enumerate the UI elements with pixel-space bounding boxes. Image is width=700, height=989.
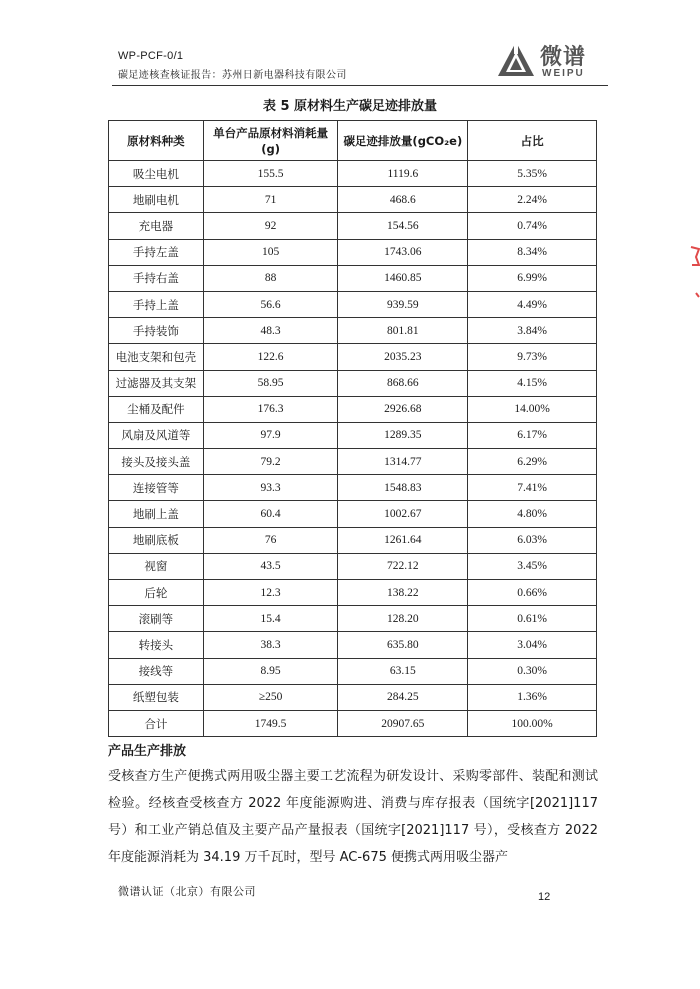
emission-cell: 1548.83 (338, 475, 468, 501)
mass-cell: 176.3 (203, 396, 338, 422)
table-row (109, 213, 597, 239)
ratio-cell: 0.74% (468, 213, 597, 239)
material-cell: 手持右盖 (109, 265, 204, 291)
emission-cell: 468.6 (338, 187, 468, 213)
material-cell: 纸塑包装 (109, 684, 204, 710)
ratio-cell: 4.15% (468, 370, 597, 396)
emission-cell: 2926.68 (338, 396, 468, 422)
body-paragraph: 受核查方生产便携式两用吸尘器主要工艺流程为研发设计、采购零部件、装配和测试检验。经核查受核查方 2022 年度能源购进、消费与库存报表（国统字[2021]117 号）和工业产销总值及主要产品产量报表（国统字[2021]117 号），受核查方 2022 年度能源消耗为 34.19 万千瓦时，型号 AC-675 便携式两用吸尘器产 (108, 769, 598, 865)
ratio-cell: 0.30% (468, 658, 597, 684)
material-cell: 合计 (109, 710, 204, 736)
table-row (109, 265, 597, 291)
emission-cell: 1460.85 (338, 265, 468, 291)
mass-cell: 93.3 (203, 475, 338, 501)
ratio-cell: 8.34% (468, 239, 597, 265)
material-cell: 手持上盖 (109, 291, 204, 317)
emission-cell: 128.20 (338, 606, 468, 632)
emission-cell: 154.56 (338, 213, 468, 239)
ratio-cell: 6.03% (468, 527, 597, 553)
section-heading: 产品生产排放 (108, 744, 187, 759)
page-header (118, 50, 347, 81)
mass-cell: 58.95 (203, 370, 338, 396)
ratio-cell: 6.17% (468, 422, 597, 448)
material-cell: 尘桶及配件 (109, 396, 204, 422)
material-cell: 手持装饰 (109, 318, 204, 344)
emission-table (108, 120, 597, 737)
ratio-cell: 3.45% (468, 553, 597, 579)
ratio-cell: 5.35% (468, 161, 597, 187)
mass-cell: 1749.5 (203, 710, 338, 736)
header-material: 原材料种类 (109, 121, 204, 161)
mass-cell: 71 (203, 187, 338, 213)
table-row (109, 318, 597, 344)
material-cell: 转接头 (109, 632, 204, 658)
ratio-cell: 6.99% (468, 265, 597, 291)
mass-cell: 8.95 (203, 658, 338, 684)
table-row (109, 291, 597, 317)
header-mass: 单台产品原材料消耗量(g) (203, 121, 338, 161)
emission-cell: 939.59 (338, 291, 468, 317)
table-row (109, 580, 597, 606)
mass-cell: 155.5 (203, 161, 338, 187)
table-title: 表 5 原材料生产碳足迹排放量 (262, 99, 438, 114)
emission-cell: 63.15 (338, 658, 468, 684)
ratio-cell: 0.66% (468, 580, 597, 606)
emission-cell: 1314.77 (338, 449, 468, 475)
mass-cell: 38.3 (203, 632, 338, 658)
material-cell: 接头及接头盖 (109, 449, 204, 475)
ratio-cell: 3.04% (468, 632, 597, 658)
table-row (109, 658, 597, 684)
report-subtitle: 碳足迹核查核证报告：苏州日新电器科技有限公司 (118, 70, 347, 81)
material-cell: 电池支架和包壳 (109, 344, 204, 370)
material-cell: 视窗 (109, 553, 204, 579)
material-cell: 后轮 (109, 580, 204, 606)
mass-cell: 48.3 (203, 318, 338, 344)
page-number: 12 (538, 891, 551, 903)
mass-cell: 105 (203, 239, 338, 265)
mass-cell: 92 (203, 213, 338, 239)
emission-cell: 2035.23 (338, 344, 468, 370)
mass-cell: 60.4 (203, 501, 338, 527)
table-row (109, 475, 597, 501)
material-cell: 地刷底板 (109, 527, 204, 553)
logo-mark-icon (496, 40, 536, 80)
mass-cell: 15.4 (203, 606, 338, 632)
mass-cell: 97.9 (203, 422, 338, 448)
ratio-cell: 1.36% (468, 684, 597, 710)
table-row (109, 344, 597, 370)
material-cell: 过滤器及其支架 (109, 370, 204, 396)
table-row (109, 710, 597, 736)
mass-cell: ≥250 (203, 684, 338, 710)
table-row (109, 239, 597, 265)
table-header-row (109, 121, 597, 161)
table-row (109, 501, 597, 527)
material-cell: 地刷电机 (109, 187, 204, 213)
emission-cell: 284.25 (338, 684, 468, 710)
material-cell: 连接管等 (109, 475, 204, 501)
table-row (109, 161, 597, 187)
ratio-cell: 6.29% (468, 449, 597, 475)
header-emission: 碳足迹排放量(gCO₂e) (338, 121, 468, 161)
mass-cell: 43.5 (203, 553, 338, 579)
header-divider (112, 85, 608, 86)
ratio-cell: 100.00% (468, 710, 597, 736)
emission-cell: 20907.65 (338, 710, 468, 736)
emission-cell: 1119.6 (338, 161, 468, 187)
emission-cell: 801.81 (338, 318, 468, 344)
emission-cell: 1002.67 (338, 501, 468, 527)
material-cell: 风扇及风道等 (109, 422, 204, 448)
table-row (109, 187, 597, 213)
table-row (109, 606, 597, 632)
ratio-cell: 0.61% (468, 606, 597, 632)
ratio-cell: 2.24% (468, 187, 597, 213)
table-row (109, 396, 597, 422)
mass-cell: 12.3 (203, 580, 338, 606)
emission-cell: 1743.06 (338, 239, 468, 265)
doc-code: WP-PCF-0/1 (118, 50, 184, 62)
table-row (109, 553, 597, 579)
ratio-cell: 9.73% (468, 344, 597, 370)
table-row (109, 632, 597, 658)
material-cell: 接线等 (109, 658, 204, 684)
footer-org: 微谱认证（北京）有限公司 (118, 885, 256, 898)
table-row (109, 422, 597, 448)
mass-cell: 122.6 (203, 344, 338, 370)
ratio-cell: 4.49% (468, 291, 597, 317)
mass-cell: 79.2 (203, 449, 338, 475)
table-row (109, 370, 597, 396)
logo-en-text: WEIPU (542, 68, 585, 79)
mass-cell: 76 (203, 527, 338, 553)
material-cell: 地刷上盖 (109, 501, 204, 527)
mass-cell: 56.6 (203, 291, 338, 317)
emission-cell: 1289.35 (338, 422, 468, 448)
logo-cn-text: 微谱 (540, 45, 587, 70)
mass-cell: 88 (203, 265, 338, 291)
table-row (109, 449, 597, 475)
emission-cell: 868.66 (338, 370, 468, 396)
material-cell: 充电器 (109, 213, 204, 239)
emission-cell: 138.22 (338, 580, 468, 606)
table-body (109, 161, 597, 737)
table-row (109, 527, 597, 553)
weipu-logo (496, 40, 606, 84)
header-ratio: 占比 (468, 121, 597, 161)
ratio-cell: 4.80% (468, 501, 597, 527)
emission-cell: 1261.64 (338, 527, 468, 553)
emission-cell: 722.12 (338, 553, 468, 579)
material-cell: 滚刷等 (109, 606, 204, 632)
table-row (109, 684, 597, 710)
emission-cell: 635.80 (338, 632, 468, 658)
edge-stamp-mark (687, 245, 700, 325)
material-cell: 吸尘电机 (109, 161, 204, 187)
material-cell: 手持左盖 (109, 239, 204, 265)
ratio-cell: 14.00% (468, 396, 597, 422)
ratio-cell: 3.84% (468, 318, 597, 344)
ratio-cell: 7.41% (468, 475, 597, 501)
